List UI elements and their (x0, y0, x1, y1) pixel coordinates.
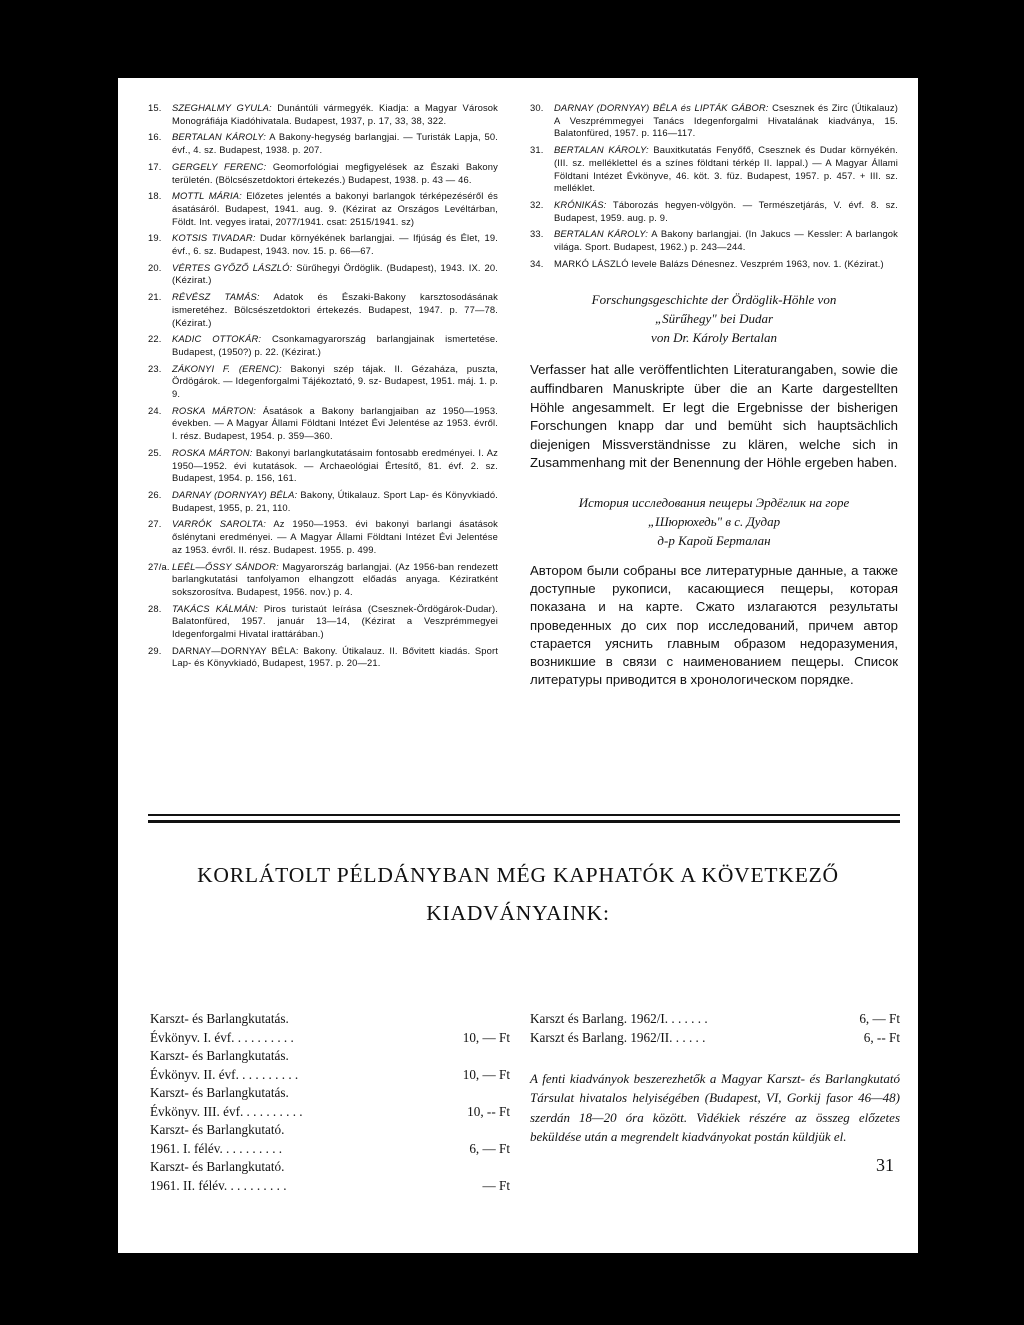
reference-author: VÉRTES GYŐZŐ LÁSZLÓ: (172, 261, 293, 273)
publication-price: 10, — Ft (462, 1066, 510, 1082)
divider-rule-top (148, 814, 900, 816)
reference-author: DARNAY (DORNYAY) BÉLA: (172, 488, 298, 500)
reference-text: Előzetes jelentés a bakonyi barlangok térképezéséről és ásatásáról. Budapest, 1941. aug. 9. (Kézirat az Országos Levéltárban, Földt. Int. vegyes iratai, 2077/1941. csat: 2515/1941. sz) (172, 190, 498, 227)
headline-line-2: KIADVÁNYAINK: (426, 901, 610, 925)
reference-text: Csesznek és Zirc (Útikalauz) A Veszprémmegyei Tanács Idegenforgalmi Hivatalának kiadványa, 15. Balatonfüred, 1957. p. 116—117. (554, 102, 898, 139)
publication-row (150, 1140, 510, 1159)
reference-text: Bakony, Útikalauz. Sport Lap- és Könyvkiadó. Budapest, 1955, p. 21, 110. (172, 488, 498, 513)
publication-price: 6, — Ft (469, 1140, 510, 1156)
reference-author: KADIC OTTOKÁR: (172, 333, 262, 345)
reference-author: ZÁKONYI F. (ERENC): (172, 362, 282, 374)
publications-headline (118, 856, 918, 932)
reference-number: 21. (148, 291, 162, 303)
reference-number: 22. (148, 333, 162, 345)
publications-list-right (530, 1010, 900, 1047)
reference-number: 25. (148, 446, 162, 458)
publication-series: Karszt- és Barlangkutató. (150, 1122, 285, 1137)
reference-number: 17. (148, 160, 162, 172)
reference-text: Bakonyi szép tájak. II. Gézaháza, puszta, Ördögárok. — Idegenforgalmi Tájékoztató, 9. sz- Budapest, 1951. máj. 1. p. 9. (172, 362, 498, 400)
publication-label: 1961. I. félév. . . . . . . . . . (150, 1140, 283, 1156)
publication-row (150, 1177, 510, 1196)
reference-number: 27/a. (148, 560, 170, 572)
reference-author: BERTALAN KÁROLY: (554, 228, 649, 240)
reference-number: 15. (148, 102, 162, 113)
reference-author: GERGELY FERENC: (172, 160, 267, 172)
reference-number: 24. (148, 404, 162, 416)
reference-author: KRÓNIKÁS: (554, 198, 607, 210)
references-left-column (148, 102, 498, 674)
reference-item (530, 199, 898, 224)
reference-author: LEÉL—ŐSSY SÁNDOR: (172, 560, 279, 572)
reference-text: Csonkamagyarország barlangjainak ismertetése. Budapest, (1950?) p. 22. (Kézirat.) (172, 333, 498, 357)
reference-item (148, 190, 498, 228)
publication-label: Karszt és Barlang. 1962/I. . . . . . . (530, 1011, 708, 1026)
publication-row (530, 1029, 900, 1048)
reference-number: 32. (530, 198, 544, 210)
german-title-line: „Sürűhegy" bei Dudar (654, 311, 774, 327)
reference-number: 29. (148, 644, 162, 656)
reference-number: 19. (148, 232, 162, 244)
reference-item (148, 333, 498, 358)
reference-item (148, 232, 498, 257)
german-summary-body: Verfasser hat alle veröffentlichten Literaturangaben, sowie die auffindbaren Manuskripte über die an Karte dargestellten Höhle angesammelt. Er legt die Ergebnisse der bisherigen Forschungen knapp dar und bemüht sich hauptsächlich diejenigen Missverständnisse zu klären, welche sich in Zusammenhang mit der Benennung der Höhle ergeben haben. (530, 362, 898, 471)
reference-author: TAKÁCS KÁLMÁN: (172, 602, 258, 614)
german-title-line: Forschungsgeschichte der Ördöglik-Höhle von (591, 292, 837, 308)
reference-item (530, 144, 898, 195)
divider-rule-bottom (148, 820, 900, 823)
reference-text: Ásatások a Bakony barlangjaiban az 1950—1953. években. — A Magyar Állami Földtani Intézet Évi Jelentése az 1953. évről. I. rész. Budapest, 1954. p. 359—360. (172, 404, 498, 442)
reference-author: MOTTL MÁRIA: (172, 190, 242, 202)
reference-number: 34. (530, 257, 544, 269)
reference-number: 33. (530, 228, 544, 240)
reference-author: RÉVÉSZ TAMÁS: (172, 291, 260, 303)
order-note: A fenti kiadványok beszerezhetők a Magyar Karszt- és Barlangkutató Társulat hivatalos helyiségében (Budapest, VI, Gorkij fasor 46—48) szerdán 18—20 óra között. Vidékiek részére az összeg előzetes beküldése után a megrendelt kiadványokat postán küldjük el. (530, 1071, 900, 1144)
german-title-line: von Dr. Károly Bertalan (651, 330, 777, 346)
reference-item (148, 645, 498, 670)
reference-number: 23. (148, 362, 162, 374)
reference-number: 30. (530, 102, 544, 113)
publication-label: Évkönyv. I. évf. . . . . . . . . . (150, 1029, 294, 1045)
reference-number: 31. (530, 144, 544, 156)
document-page (118, 78, 918, 1253)
reference-text: Sürűhegyi Ördöglik. (Budapest), 1943. IX. 20. (Kézirat.) (172, 261, 499, 286)
publications-right (530, 1010, 900, 1146)
page-number: 31 (876, 1155, 894, 1175)
publication-series: Karszt- és Barlangkutatás. (150, 1085, 289, 1100)
publication-price: 10, -- Ft (467, 1103, 510, 1119)
right-column (530, 102, 898, 689)
publication-label: 1961. II. félév. . . . . . . . . . (150, 1177, 287, 1193)
reference-text: Dudar környékének barlangjai. — Ifjúság és Élet, 19. évf., 6. sz. Budapest, 1943. nov. 15. p. 66—67. (172, 232, 498, 257)
publication-series: Karszt- és Barlangkutatás. (150, 1048, 289, 1063)
publication-series: Karszt- és Barlangkutatás. (150, 1011, 289, 1026)
reference-author: VARRÓK SAROLTA: (172, 518, 266, 530)
reference-author: BERTALAN KÁROLY: (554, 144, 649, 156)
reference-number: 18. (148, 190, 162, 202)
references-right-column (530, 102, 898, 270)
publication-series: Karszt- és Barlangkutató. (150, 1159, 285, 1174)
reference-author: KOTSIS TIVADAR: (172, 232, 256, 244)
publication-label: Karszt és Barlang. 1962/II. . . . . . (530, 1029, 706, 1045)
reference-number: 27. (148, 518, 162, 530)
russian-title-line: История исследования пещеры Эрдёглик на горе (578, 495, 850, 510)
reference-text: Dunántúli vármegyék. Kiadja: a Magyar Városok Monográfiája Kiadóhivatala. Budapest, 1937, p. 17, 33, 38, 322. (172, 102, 498, 126)
publication-price: — Ft (482, 1177, 510, 1193)
reference-text: Adatok és Északi-Bakony karsztosodásának ismeretéhez. Bölcsészetdoktori értekezés. Budapest, 1947. p. 77—78. (Kézirat.) (172, 291, 498, 328)
reference-number: 26. (148, 488, 162, 500)
reference-item (148, 561, 498, 599)
reference-text: MARKÓ LÁSZLÓ levele Balázs Dénesnez. Veszprém 1963, nov. 1. (Kézirat.) (554, 257, 884, 269)
reference-item (148, 161, 498, 186)
publication-row (530, 1010, 900, 1029)
reference-item (148, 102, 498, 127)
publication-row (150, 1029, 510, 1048)
reference-text: A Bakony barlangjai. (In Jakucs — Kessler: A barlangok világa. Sport. Budapest, 1962.) p. 243—244. (554, 228, 899, 253)
reference-item (530, 228, 898, 253)
reference-text: A Bakony-hegység barlangjai. — Turisták Lapja, 50. évf., 4. sz. Budapest, 1938. p. 207. (172, 131, 498, 156)
publication-label: Évkönyv. III. évf. . . . . . . . . . (150, 1103, 303, 1119)
reference-number: 20. (148, 261, 162, 273)
headline-line-1: KORLÁTOLT PÉLDÁNYBAN MÉG KAPHATÓK A KÖVETKEZŐ (197, 863, 839, 887)
reference-text: Geomorfológiai megfigyelések az Északi Bakony területén. (Bölcsészetdoktori értekezés.) Budapest, 1938. p. 43 — 46. (172, 160, 498, 185)
publication-row (150, 1103, 510, 1122)
reference-item (148, 405, 498, 443)
reference-item (148, 363, 498, 401)
reference-item (148, 603, 498, 641)
reference-item (530, 102, 898, 140)
reference-author: SZEGHALMY GYULA: (172, 102, 272, 113)
publication-price: 10, — Ft (462, 1029, 510, 1045)
reference-author: ROSKA MÁRTON: (172, 446, 253, 458)
reference-text: DARNAY—DORNYAY BÉLA: Bakony. Útikalauz. II. Bővitett kiadás. Sport Lap- és Könyvkiadó, Budapest, 1957. p. 20—21. (172, 644, 498, 669)
publication-row (150, 1066, 510, 1085)
reference-text: Bakonyi barlangkutatásaim fontosabb eredményei. I. Az 1950—1952. évi kutatások. — Archaeológiai Értesítő, 81. évf. 2. sz. Budapest, 1954. p. 156, 161. (172, 446, 498, 484)
reference-item (148, 262, 498, 287)
russian-title-line: „Шюрюхедь" в с. Дудар (647, 514, 781, 529)
publication-price: 6, — Ft (859, 1011, 900, 1026)
reference-text: Magyarország barlangjai. (Az 1956-ban rendezett barlangkutatási tanfolyamon elhangzott előadás anyaga. Kéziratként sokszorosítva. Budapest, 1956. nov.) p. 4. (172, 560, 498, 597)
reference-text: Piros turistaút leírása (Csesznek-Ördögárok-Dudar). Balatonfüred, 1957. január 13—14, (Kézirat a Veszprémmegyei Idegenforgalmi Hivatal irattárában.) (172, 602, 498, 640)
publication-price: 6, -- Ft (863, 1029, 900, 1045)
german-summary-title (530, 290, 898, 347)
reference-item (148, 131, 498, 156)
reference-text: Táborozás hegyen-völgyön. — Természetjárás, V. évf. 8. sz. Budapest, 1959. aug. p. 9. (554, 198, 899, 223)
reference-item (148, 518, 498, 556)
publications-list-left (150, 1010, 510, 1195)
russian-title-line: д-р Карой Берталан (657, 533, 771, 548)
reference-author: BERTALAN KÁROLY: (172, 131, 267, 143)
russian-summary-body: Автором были собраны все литературные данные, а также доступные рукописи, касающиеся пещеры, которая показана и на карте. Сжато излагаются результаты проведенных до сих пор исследований, причем автор старается уяснить главным образом недоразумения, возникшие в связи с наименованием пещеры. Список литературы приводится в хронологическом порядке. (530, 563, 898, 688)
reference-text: Az 1950—1953. évi bakonyi barlangi ásatások őslénytani eredményei. — A Magyar Állami Földtani Intézet Évi Jelentése az 1953. évről. II. rész. Budapest. 1955. p. 499. (172, 518, 498, 555)
reference-number: 16. (148, 131, 162, 143)
reference-item (530, 258, 898, 271)
reference-author: ROSKA MÁRTON: (172, 404, 256, 416)
reference-item (148, 447, 498, 485)
reference-number: 28. (148, 602, 162, 614)
reference-text: Bauxitkutatás Fenyőfő, Csesznek és Dudar környékén. (III. sz. melléklettel és a színes földtani térkép II. lappal.) — A Magyar Állami Földtani Intézet Évkönyve, 46. köt. 3. füz. Budapest, 1957. p. 457. + III. sz. melléklet. (554, 144, 898, 194)
reference-author: DARNAY (DORNYAY) BÉLA és LIPTÁK GÁBOR: (554, 102, 769, 113)
reference-item (148, 489, 498, 514)
russian-summary-title (530, 493, 898, 550)
reference-item (148, 291, 498, 329)
publication-label: Évkönyv. II. évf. . . . . . . . . . (150, 1066, 299, 1082)
